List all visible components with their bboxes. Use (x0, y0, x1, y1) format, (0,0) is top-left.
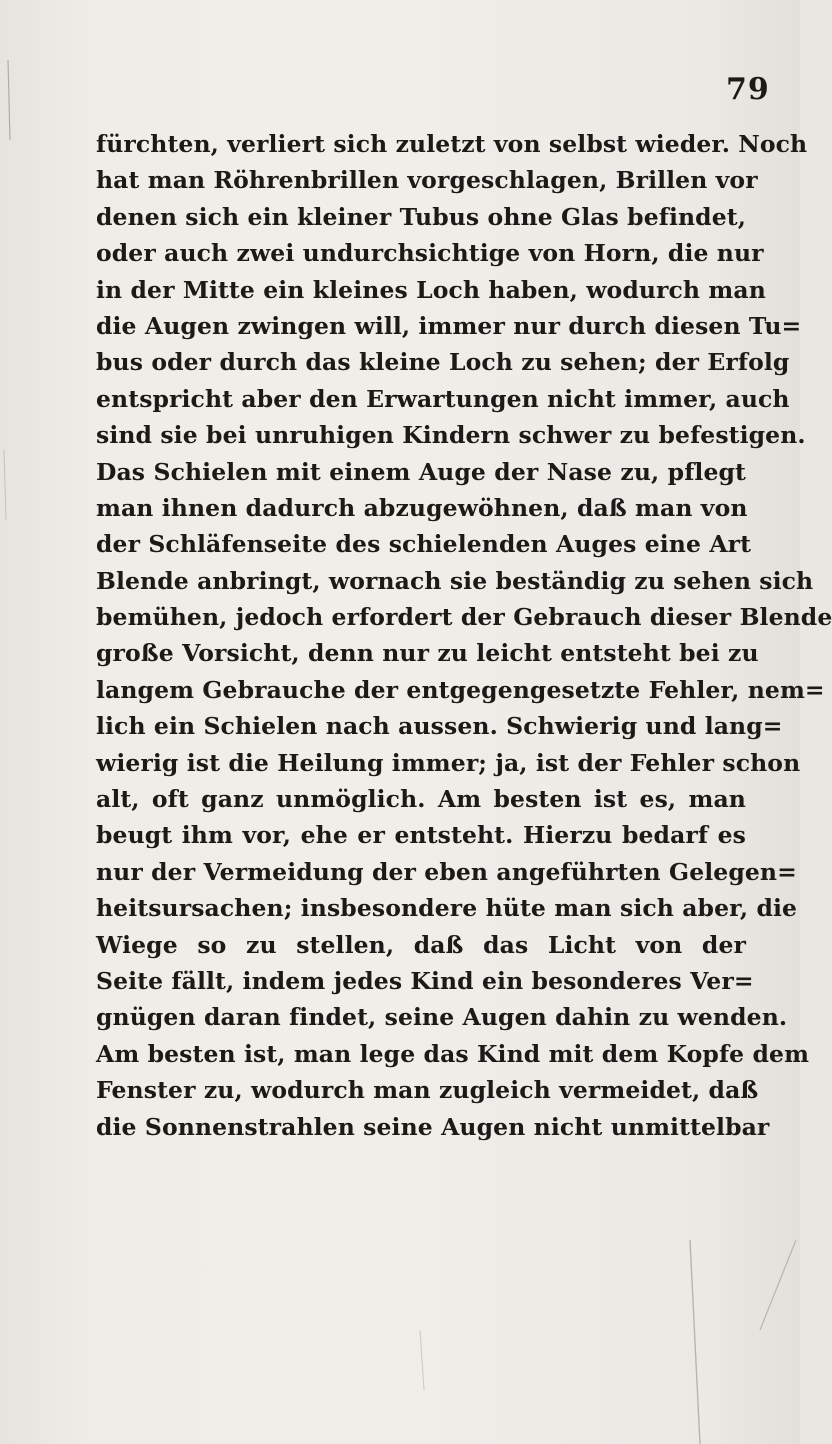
text-line: Fenster zu, wodurch man zugleich vermeidet, daß (96, 1076, 759, 1105)
text-line: Blende anbringt, wornach sie beständig zu sehen sich (96, 566, 814, 595)
text-line: Das Schielen mit einem Auge der Nase zu, pflegt (96, 457, 746, 486)
body-text (96, 126, 832, 1145)
text-line: entspricht aber den Erwartungen nicht immer, auch (96, 384, 790, 413)
text-line: oder auch zwei undurchsichtige von Horn, die nur (96, 239, 764, 268)
text-line: die Sonnenstrahlen seine Augen nicht unmittelbar (96, 1112, 770, 1141)
text-line: langem Gebrauche der entgegengesetzte Fehler, nem= (96, 675, 825, 704)
text-line: Wiege so zu stellen, daß das Licht von der (96, 930, 746, 959)
text-line: hat man Röhrenbrillen vorgeschlagen, Brillen vor (96, 166, 758, 195)
text-line: lich ein Schielen nach aussen. Schwierig und lang= (96, 712, 783, 741)
text-line: Seite fällt, indem jedes Kind ein besonderes Ver= (96, 966, 754, 995)
text-line: bus oder durch das kleine Loch zu sehen; der Erfolg (96, 348, 790, 377)
text-line: bemühen, jedoch erfordert der Gebrauch dieser Blende (96, 603, 832, 632)
text-line: der Schläfenseite des schielenden Auges eine Art (96, 530, 752, 559)
text-line: große Vorsicht, denn nur zu leicht entsteht bei zu (96, 639, 759, 668)
text-line: man ihnen dadurch abzugewöhnen, daß man von (96, 493, 748, 522)
text-line: beugt ihm vor, ehe er entsteht. Hierzu bedarf es (96, 821, 746, 850)
text-line: in der Mitte ein kleines Loch haben, wodurch man (96, 275, 766, 304)
text-line: alt, oft ganz unmöglich. Am besten ist es, man (96, 785, 746, 814)
text-line: sind sie bei unruhigen Kindern schwer zu befestigen. (96, 421, 806, 450)
text-line: wierig ist die Heilung immer; ja, ist der Fehler schon (96, 748, 801, 777)
text-line: fürchten, verliert sich zuletzt von selbst wieder. Noch (96, 130, 808, 158)
page-number: 79 (726, 72, 770, 107)
text-line: nur der Vermeidung der eben angeführten Gelegen= (96, 857, 797, 886)
text-line: gnügen daran findet, seine Augen dahin zu wenden. (96, 1003, 788, 1032)
text-line: heitsursachen; insbesondere hüte man sich aber, die (96, 894, 798, 923)
text-line: denen sich ein kleiner Tubus ohne Glas befindet, (96, 202, 746, 231)
text-line: die Augen zwingen will, immer nur durch diesen Tu= (96, 311, 802, 340)
text-line: Am besten ist, man lege das Kind mit dem Kopfe dem (96, 1039, 810, 1068)
